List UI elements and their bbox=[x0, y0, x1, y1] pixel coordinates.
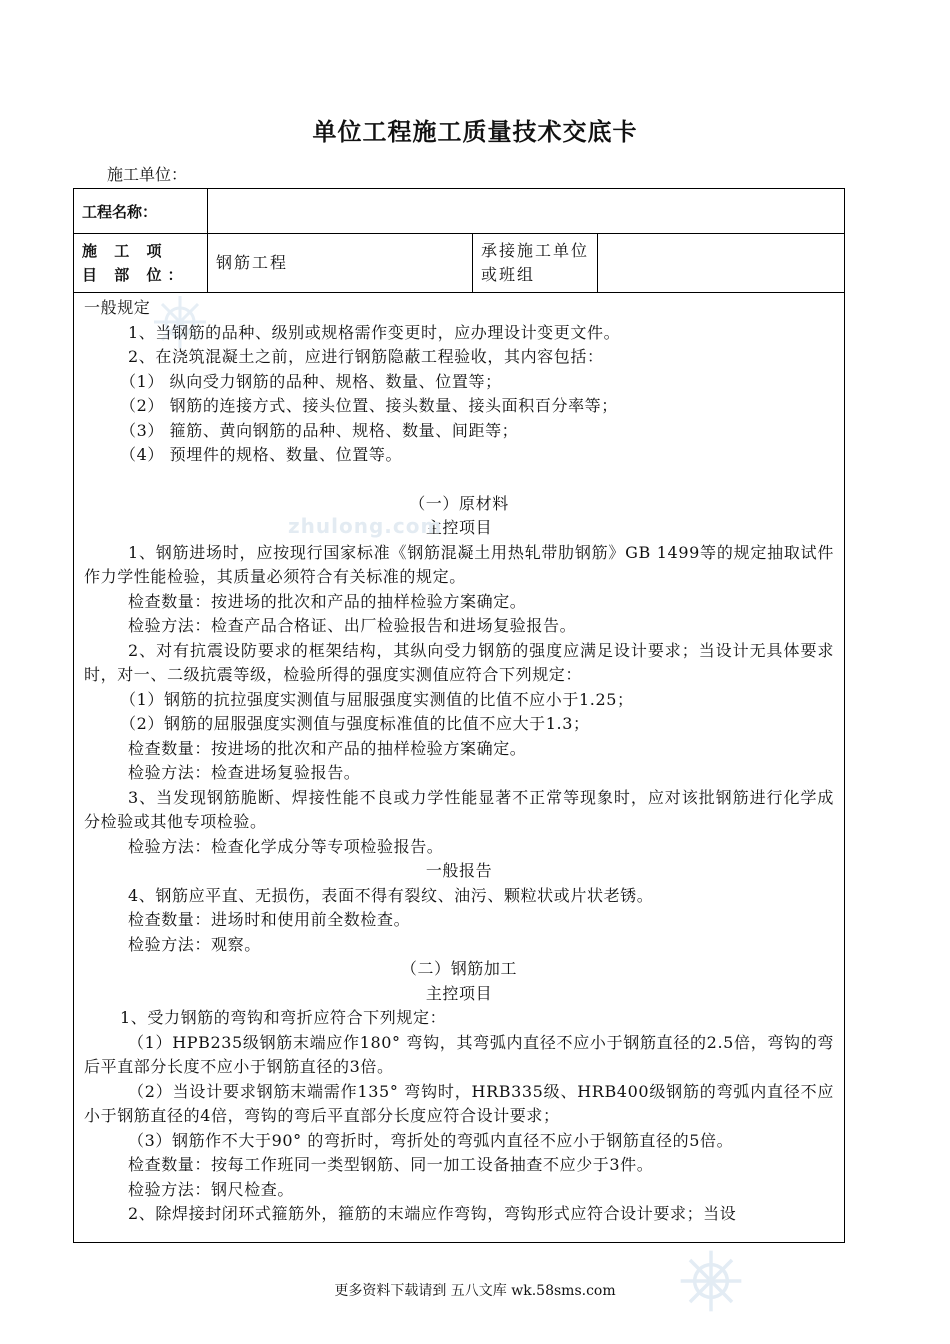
contractor-value bbox=[598, 234, 845, 293]
project-name-value bbox=[208, 189, 845, 234]
disclosure-card-table bbox=[73, 188, 845, 1243]
content-paragraph: 检查数量：按每工作班同一类型钢筋、同一加工设备抽查不应少于3件。 bbox=[128, 1155, 654, 1174]
content-paragraph: （2）当设计要求钢筋末端需作135° 弯钩时，HRB335级、HRB400级钢筋的弯弧内直径不应小于钢筋直径的4倍，弯钩的弯后平直部分长度应符合设计要求； bbox=[84, 1081, 835, 1125]
content-paragraph: 2、对有抗震设防要求的框架结构，其纵向受力钢筋的强度应满足设计要求；当设计无具体要求时，对一、二级抗震等级，检验所得的强度实测值应符合下列规定： bbox=[84, 640, 835, 684]
section-heading: 主控项目 bbox=[425, 518, 493, 537]
content-paragraph: 1、受力钢筋的弯钩和弯折应符合下列规定： bbox=[120, 1008, 447, 1027]
content-paragraph: 检验方法：观察。 bbox=[128, 934, 261, 954]
content-paragraph: 检验方法：检查化学成分等专项检验报告。 bbox=[128, 836, 444, 856]
construction-unit-label: 施工单位： bbox=[107, 165, 188, 184]
watermark-text: zhulong.com bbox=[288, 514, 443, 538]
content-row bbox=[74, 293, 845, 1243]
section-heading: （二）钢筋加工 bbox=[400, 959, 518, 978]
department-value: 钢筋工程 bbox=[208, 234, 473, 293]
content-cell bbox=[74, 293, 845, 1243]
content-paragraph: 4、钢筋应平直、无损伤，表面不得有裂纹、油污、颗粒状或片状老锈。 bbox=[128, 885, 654, 905]
content-paragraph: （1）钢筋的抗拉强度实测值与屈服强度实测值的比值不应小于1.25； bbox=[120, 689, 634, 709]
content-paragraph: 检查数量：按进场的批次和产品的抽样检验方案确定。 bbox=[128, 738, 527, 758]
content-paragraph: 1、钢筋进场时，应按现行国家标准《钢筋混凝土用热轧带肋钢筋》GB 1499等的规定抽取试件作力学性能检验，其质量必须符合有关标准的规定。 bbox=[84, 542, 835, 586]
content-paragraph: 2、在浇筑混凝土之前，应进行钢筋隐蔽工程验收，其内容包括： bbox=[128, 347, 604, 366]
project-name-row bbox=[74, 189, 845, 234]
content-paragraph: 3、当发现钢筋脆断、焊接性能不良或力学性能显著不正常等现象时，应对该批钢筋进行化学成分检验或其他专项检验。 bbox=[84, 787, 835, 831]
content-paragraph: （1） 纵向受力钢筋的品种、规格、数量、位置等； bbox=[120, 371, 502, 391]
content-paragraph: （4） 预埋件的规格、数量、位置等。 bbox=[120, 445, 403, 464]
section-heading: 一般报告 bbox=[425, 861, 493, 880]
project-name-label: 工程名称： bbox=[74, 189, 208, 234]
page-title: 单位工程施工质量技术交底卡 bbox=[312, 118, 638, 146]
content-paragraph: 1、当钢筋的品种、级别或规格需作变更时，应办理设计变更文件。 bbox=[128, 322, 621, 342]
section-heading: 主控项目 bbox=[425, 983, 493, 1003]
department-label: 施 工 项 目 部 位： bbox=[74, 234, 208, 293]
contractor-label: 承接施工单位或班组 bbox=[473, 234, 598, 293]
content-paragraph: 检验方法：检查进场复验报告。 bbox=[128, 763, 361, 782]
content-paragraph: 检查数量：进场时和使用前全数检查。 bbox=[128, 910, 411, 929]
content-paragraph: （2）钢筋的屈服强度实测值与强度标准值的比值不应大于1.3； bbox=[120, 714, 590, 733]
content-paragraph: 检验方法：检查产品合格证、出厂检验报告和进场复验报告。 bbox=[128, 616, 577, 635]
department-row bbox=[74, 234, 845, 293]
disclosure-content bbox=[84, 296, 834, 1227]
section-heading: （一）原材料 bbox=[409, 493, 509, 513]
content-paragraph: （1）HPB235级钢筋末端应作180° 弯钩，其弯弧内直径不应小于钢筋直径的2.5倍，弯钩的弯后平直部分长度不应小于钢筋直径的3倍。 bbox=[84, 1032, 835, 1076]
footer-note: 更多资料下载请到 五八文库 wk.58sms.com bbox=[334, 1283, 616, 1299]
content-paragraph: 检验方法：钢尺检查。 bbox=[128, 1179, 295, 1199]
content-paragraph: 一般规定 bbox=[84, 298, 151, 317]
content-paragraph: （3） 箍筋、黄向钢筋的品种、规格、数量、间距等； bbox=[120, 420, 519, 440]
content-paragraph: 检查数量：按进场的批次和产品的抽样检验方案确定。 bbox=[128, 591, 527, 611]
content-paragraph: （3）钢筋作不大于90° 的弯折时，弯折处的弯弧内直径不应小于钢筋直径的5倍。 bbox=[128, 1130, 734, 1150]
content-paragraph: （2） 钢筋的连接方式、接头位置、接头数量、接头面积百分率等； bbox=[120, 396, 618, 415]
blank-line bbox=[84, 468, 834, 492]
content-paragraph: 2、除焊接封闭环式箍筋外，箍筋的末端应作弯钩，弯钩形式应符合设计要求；当设 bbox=[128, 1204, 737, 1223]
